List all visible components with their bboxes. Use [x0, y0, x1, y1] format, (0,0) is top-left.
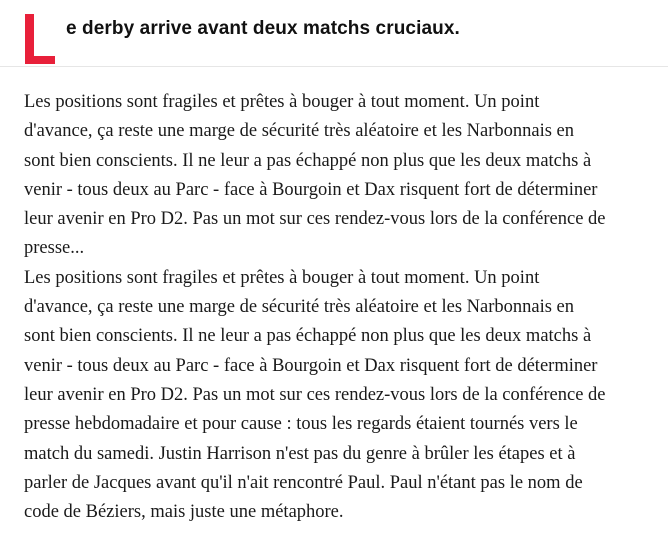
body-line: presse hebdomadaire et pour cause : tous les regards étaient tournés vers le [24, 414, 578, 435]
excerpt-line: venir - tous deux au Parc - face à Bourgoin et Dax risquent fort de déterminer [24, 179, 598, 200]
body-line: sont bien conscients. Il ne leur a pas échappé non plus que les deux matchs à [24, 326, 592, 347]
dropcap-letter-logo [25, 14, 55, 64]
body-line: venir - tous deux au Parc - face à Bourgoin et Dax risquent fort de déterminer [24, 355, 598, 376]
article-body [24, 88, 654, 527]
excerpt-line: leur avenir en Pro D2. Pas un mot sur ces rendez-vous lors de la conférence de [24, 209, 606, 230]
article-headline: e derby arrive avant deux matchs cruciaux. [66, 18, 460, 39]
body-line: Les positions sont fragiles et prêtes à bouger à tout moment. Un point [24, 267, 540, 288]
article-excerpt-paragraph [24, 88, 654, 264]
body-line: match du samedi. Justin Harrison n'est pas du genre à brûler les étapes et à [24, 443, 576, 464]
body-line: d'avance, ça reste une marge de sécurité très aléatoire et les Narbonnais en [24, 297, 575, 318]
dropcap-horizontal-stroke [25, 56, 55, 64]
excerpt-line: d'avance, ça reste une marge de sécurité très aléatoire et les Narbonnais en [24, 121, 575, 142]
article-header [0, 0, 668, 67]
excerpt-line: Les positions sont fragiles et prêtes à bouger à tout moment. Un point [24, 92, 540, 112]
body-line: leur avenir en Pro D2. Pas un mot sur ces rendez-vous lors de la conférence de [24, 384, 606, 405]
excerpt-line: sont bien conscients. Il ne leur a pas échappé non plus que les deux matchs à [24, 150, 592, 171]
body-line: parler de Jacques avant qu'il n'ait rencontré Paul. Paul n'étant pas le nom de [24, 472, 583, 493]
excerpt-line: presse... [24, 238, 85, 259]
body-line: code de Béziers, mais juste une métaphore. [24, 502, 344, 523]
article-full-paragraph [24, 264, 654, 528]
